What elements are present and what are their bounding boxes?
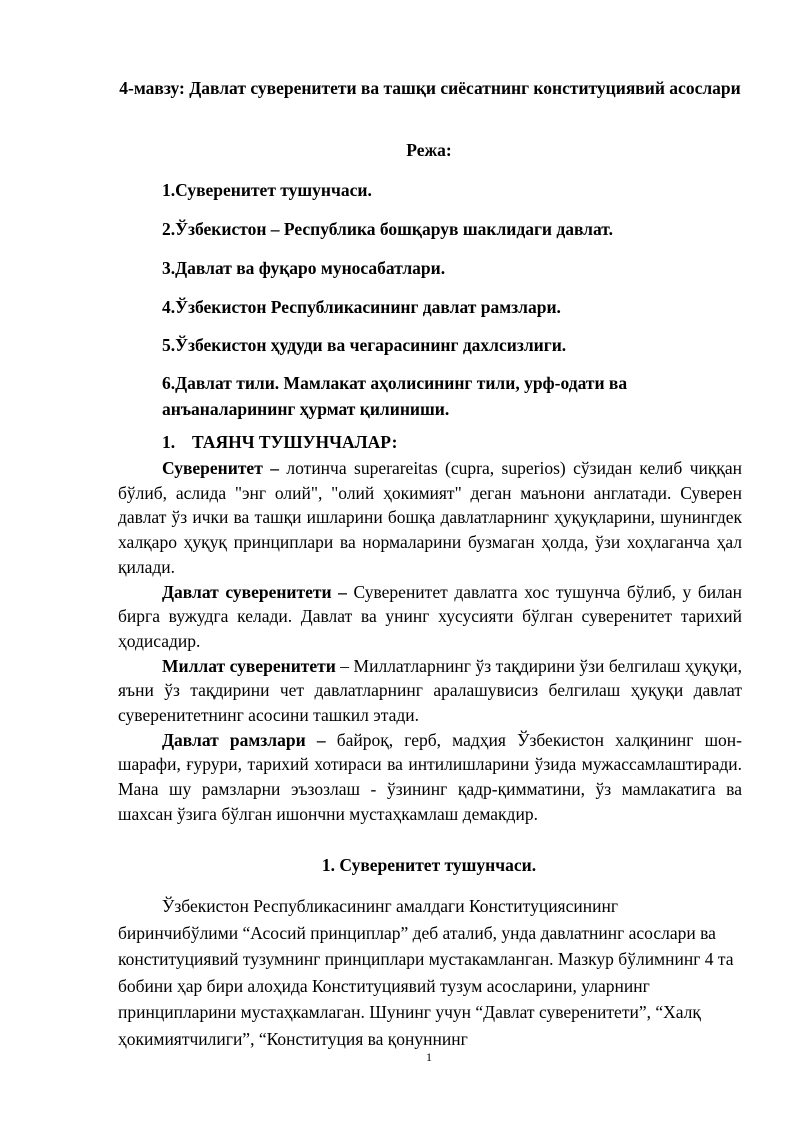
plan-item: 3.Давлат ва фуқаро муносабатлари. xyxy=(162,258,446,278)
page-number: 1 xyxy=(426,1050,432,1064)
body-paragraph: Ўзбекистон Республикасининг амалдаги Конституциясининг биринчибўлими “Асосий принциплар” деб аталиб, унда давлатнинг асослари ва конституциявий тузумнинг принциплари мустакамланган. Мазкур бўлимнинг 4 та бобини ҳар бири алоҳида Конституциявий тузум асосларини, уларнинг принципларини мустаҳкамлаган. Шунинг учун “Давлат суверенитети”, “Халқ ҳокимиятчилиги”, “Конституция ва қонуннинг xyxy=(118,896,734,1049)
plan-item: 4.Ўзбекистон Республикасининг давлат рамзлари. xyxy=(162,297,561,317)
section-heading-sovereignty: 1. Суверенитет тушунчаси. xyxy=(321,855,537,875)
body-text xyxy=(118,893,742,1052)
definition-paragraph xyxy=(118,728,742,827)
definition-term: Давлат суверенитети – xyxy=(162,581,347,602)
section-number: 1. xyxy=(162,432,176,452)
plan-item: 2.Ўзбекистон – Республика бошқарув шаклидаги давлат. xyxy=(162,219,613,239)
section-heading-key-concepts xyxy=(162,432,397,453)
definition-text: Суверенитет давлатга хос тушунча бўлиб, у билан бирга вужудга келади. Давлат ва унинг хусусияти бўлган суверенитет тарихий ҳодисадир. xyxy=(118,581,742,651)
definition-text: байроқ, герб, мадҳия Ўзбекистон халқининг шон-шарафи, ғурури, тарихий хотираси ва интилишларини ўзида мужассамлаштиради. Мана шу рамзларни эъзозлаш - ўзининг қадр-қимматини, ўз мамлакатига ва шахсан ўзига бўлган ишончни мустаҳкамлаш демакдир. xyxy=(118,729,742,824)
plan-item: 5.Ўзбекистон ҳудуди ва чегарасининг дахлсизлиги. xyxy=(162,335,567,355)
page-title: 4-мавзу: Давлат суверенитети ва ташқи сиёсатнинг конституциявий асослари xyxy=(119,78,741,98)
section-title: ТАЯНЧ ТУШУНЧАЛАР: xyxy=(192,432,398,452)
definitions-block xyxy=(118,456,742,827)
definition-paragraph xyxy=(118,654,742,728)
plan-item: 1.Суверенитет тушунчаси. xyxy=(162,180,372,200)
definition-text: лотинча superareitas (cupra, superios) сўзидан келиб чиққан бўлиб, аслида "энг олий", "олий ҳокимият" деган маънони англатади. Суверен давлат ўз ички ва ташқи ишларини бошқа давлатларнинг ҳуқуқларини, шунингдек халқаро ҳуқуқ принциплари ва нормаларини бузмаган ҳолда, ўзи хоҳлаганча ҳал қилади. xyxy=(118,458,742,577)
definition-paragraph xyxy=(118,580,742,654)
definition-paragraph xyxy=(118,456,742,580)
plan-heading: Режа: xyxy=(406,140,452,160)
definition-text: – Миллатларнинг ўз тақдирини ўзи белгилаш ҳуқуқи, яъни ўз тақдирини чет давлатларнинг аралашувисиз белгилаш ҳуқуқи давлат суверенитетнинг асосини ташкил этади. xyxy=(118,655,742,726)
definition-term: Давлат рамзлари – xyxy=(162,729,326,750)
definition-term: Миллат суверенитети xyxy=(162,655,336,676)
definition-term: Суверенитет – xyxy=(162,458,279,478)
plan-item: 6.Давлат тили. Мамлакат аҳолисининг тили, урф-одати ва анъаналарининг ҳурмат қилиниши. xyxy=(162,373,628,419)
